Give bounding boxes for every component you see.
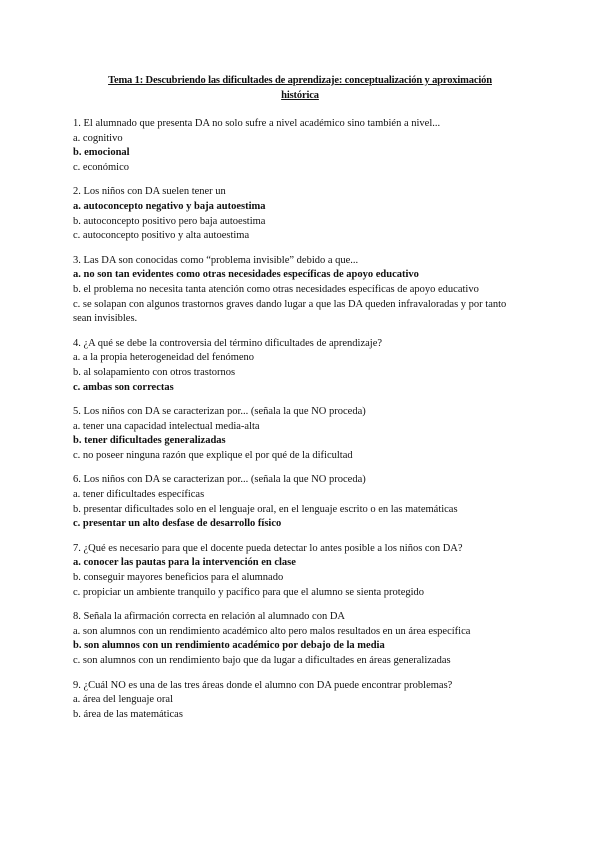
answer-option-correct: c. presentar un alto desfase de desarrollo físico xyxy=(73,518,282,530)
question-text: 4. ¿A qué se debe la controversia del término dificultades de aprendizaje? xyxy=(73,337,383,349)
answer-option: b. área de las matemáticas xyxy=(73,708,183,720)
question-text: 8. Señala la afirmación correcta en relación al alumnado con DA xyxy=(73,611,346,623)
answer-option-correct: a. conocer las pautas para la intervención en clase xyxy=(73,557,296,569)
answer-option: a. son alumnos con un rendimiento académico alto pero malos resultados en un área específica xyxy=(73,625,471,637)
question-6 xyxy=(73,473,525,531)
question-2 xyxy=(73,185,525,243)
answer-option-correct: b. tener dificultades generalizadas xyxy=(73,435,226,447)
question-9 xyxy=(73,679,525,723)
question-1 xyxy=(73,117,525,175)
answer-option: b. presentar dificultades solo en el lenguaje oral, en el lenguaje escrito o en las matemáticas xyxy=(73,503,458,515)
answer-option: a. área del lenguaje oral xyxy=(73,694,173,706)
answer-option-correct: c. ambas son correctas xyxy=(73,381,174,393)
answer-option: a. a la propia heterogeneidad del fenómeno xyxy=(73,352,255,364)
question-8 xyxy=(73,610,525,668)
question-list xyxy=(73,117,525,732)
question-5 xyxy=(73,405,525,463)
answer-option: c. autoconcepto positivo y alta autoestima xyxy=(73,230,250,242)
answer-option: a. cognitivo xyxy=(73,132,123,144)
answer-option-correct: b. son alumnos con un rendimiento académico por debajo de la media xyxy=(73,640,385,652)
answer-option-correct: a. no son tan evidentes como otras necesidades específicas de apoyo educativo xyxy=(73,269,419,281)
answer-option: c. se solapan con algunos trastornos graves dando lugar a que las DA queden infravaloradas y por tanto sean invisibles. xyxy=(73,298,507,325)
answer-option: a. tener una capacidad intelectual media-alta xyxy=(73,420,260,432)
question-text: 1. El alumnado que presenta DA no solo sufre a nivel académico sino también a nivel... xyxy=(73,118,441,129)
question-text: 7. ¿Qué es necesario para que el docente pueda detectar lo antes posible a los niños con DA? xyxy=(73,542,463,554)
answer-option: b. autoconcepto positivo pero baja autoestima xyxy=(73,215,266,227)
question-4 xyxy=(73,337,525,395)
question-text: 2. Los niños con DA suelen tener un xyxy=(73,186,226,198)
question-7 xyxy=(73,542,525,600)
page-title: Tema 1: Descubriendo las dificultades de aprendizaje: conceptualización y aproximación histórica xyxy=(108,75,492,101)
answer-option-correct: a. autoconcepto negativo y baja autoestima xyxy=(73,200,266,212)
answer-option: b. el problema no necesita tanta atención como otras necesidades específicas de apoyo educativo xyxy=(73,283,479,295)
answer-option: b. al solapamiento con otros trastornos xyxy=(73,366,236,378)
answer-option: a. tener dificultades específicas xyxy=(73,489,205,501)
question-text: 6. Los niños con DA se caracterizan por... (señala la que NO proceda) xyxy=(73,474,366,486)
answer-option: b. conseguir mayores beneficios para el alumnado xyxy=(73,572,284,584)
answer-option: c. son alumnos con un rendimiento bajo que da lugar a dificultades en áreas generalizadas xyxy=(73,655,451,666)
question-text: 9. ¿Cuál NO es una de las tres áreas donde el alumno con DA puede encontrar problemas? xyxy=(73,679,453,691)
question-3 xyxy=(73,254,525,327)
question-text: 5. Los niños con DA se caracterizan por... (señala la que NO proceda) xyxy=(73,406,366,418)
answer-option: c. económico xyxy=(73,161,129,173)
answer-option: c. propiciar un ambiente tranquilo y pacífico para que el alumno se sienta protegido xyxy=(73,586,425,598)
question-text: 3. Las DA son conocidas como “problema invisible” debido a que... xyxy=(73,254,359,266)
answer-option-correct: b. emocional xyxy=(73,147,130,159)
answer-option: c. no poseer ninguna razón que explique el por qué de la dificultad xyxy=(73,449,353,461)
